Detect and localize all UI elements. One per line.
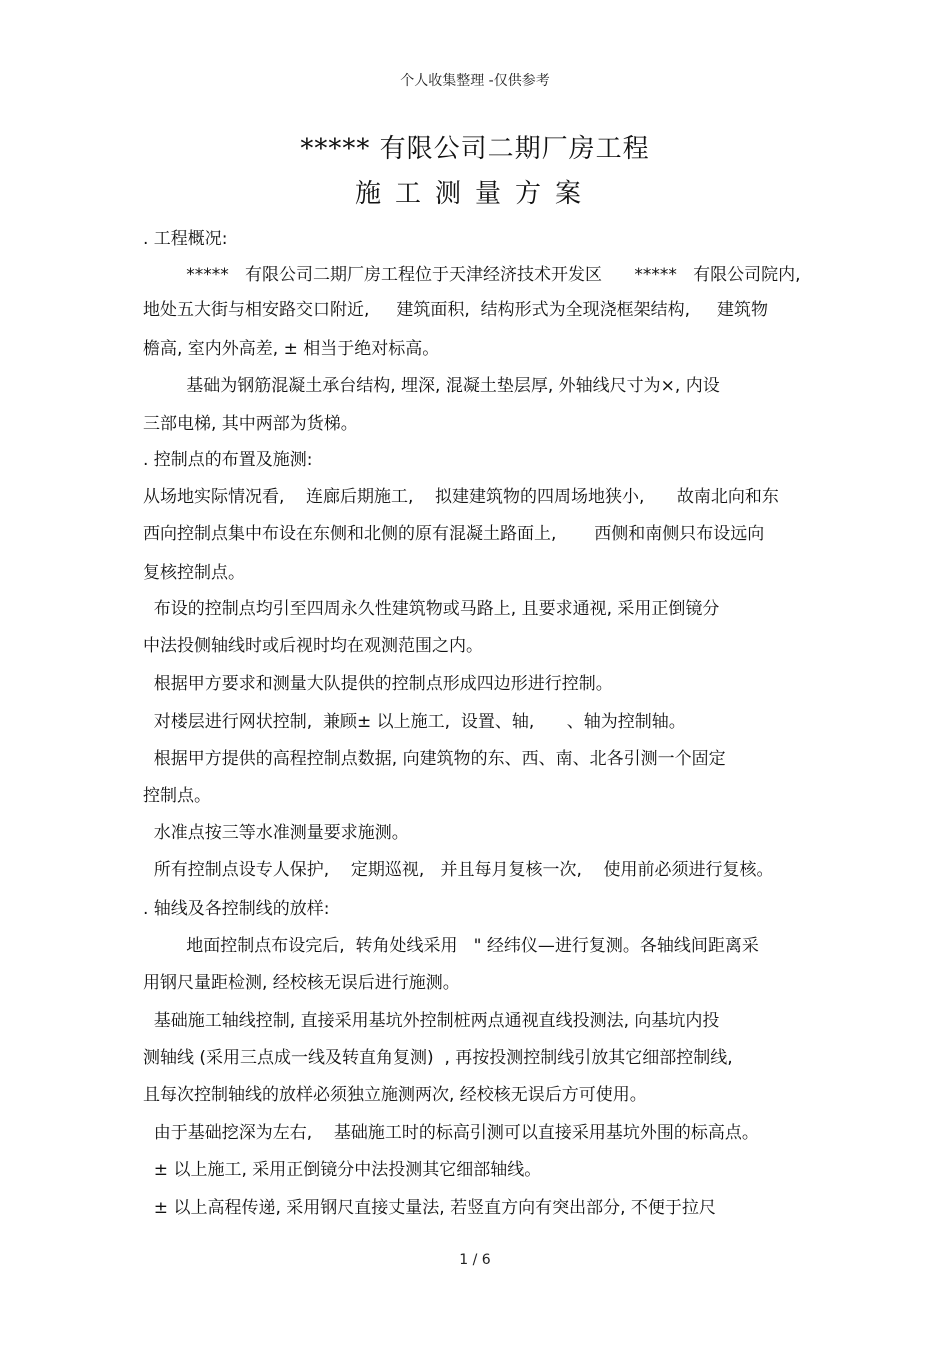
text-line: 从场地实际情况看, 连廊后期施工, 拟建建筑物的四周场地狭小, 故南北向和东	[143, 487, 779, 507]
text-line: 布设的控制点均引至四周永久性建筑物或马路上, 且要求通视, 采用正倒镜分	[143, 599, 720, 619]
text-line: 地处五大街与相安路交口附近, 建筑面积, 结构形式为全现浇框架结构, 建筑物	[143, 300, 769, 320]
text-line: ± 以上施工, 采用正倒镜分中法投测其它细部轴线。	[143, 1160, 542, 1180]
section-heading: . 控制点的布置及施测:	[143, 450, 313, 470]
page-header: 个人收集整理 -仅供参考	[400, 73, 550, 89]
text-line: 所有控制点设专人保护, 定期巡视, 并且每月复核一次, 使用前必须进行复核。	[143, 860, 774, 880]
text-line: 根据甲方提供的高程控制点数据, 向建筑物的东、西、南、北各引测一个固定	[143, 749, 726, 769]
text-line: 根据甲方要求和测量大队提供的控制点形成四边形进行控制。	[143, 674, 613, 694]
text-line: 对楼层进行网状控制, 兼顾± 以上施工, 设置、轴, 、轴为控制轴。	[143, 712, 686, 732]
document-title: ***** 有限公司二期厂房工程	[300, 134, 650, 164]
text-line: 中法投侧轴线时或后视时均在观测范围之内。	[143, 636, 483, 656]
text-line: 地面控制点布设完后, 转角处线采用 " 经纬仪—进行复测。各轴线间距离采	[143, 936, 759, 956]
page-number: 1 / 6	[459, 1252, 491, 1268]
text-line: 三部电梯, 其中两部为货梯。	[143, 414, 358, 434]
text-line: 且每次控制轴线的放样必须独立施测两次, 经校核无误后方可使用。	[143, 1085, 647, 1105]
text-line: 控制点。	[143, 786, 211, 806]
text-line: ± 以上高程传递, 采用钢尺直接丈量法, 若竖直方向有突出部分, 不便于拉尺	[143, 1198, 716, 1218]
text-line: 用钢尺量距检测, 经校核无误后进行施测。	[143, 973, 460, 993]
text-line: 基础为钢筋混凝土承台结构, 埋深, 混凝土垫层厚, 外轴线尺寸为×, 内设	[143, 376, 720, 396]
document-subtitle: 施工测量方案	[354, 179, 595, 209]
text-line: 测轴线 (采用三点成一线及转直角复测) , 再按投测控制线引放其它细部控制线,	[143, 1048, 733, 1068]
text-line: 复核控制点。	[143, 563, 245, 583]
text-line: 基础施工轴线控制, 直接采用基坑外控制桩两点通视直线投测法, 向基坑内投	[143, 1011, 720, 1031]
text-line: 由于基础挖深为左右, 基础施工时的标高引测可以直接采用基坑外围的标高点。	[143, 1123, 759, 1143]
text-line: ***** 有限公司二期厂房工程位于天津经济技术开发区 ***** 有限公司院内,	[143, 265, 801, 285]
text-line: 水准点按三等水准测量要求施测。	[143, 823, 409, 843]
text-line: . 工程概况:	[143, 229, 228, 249]
text-line: 西向控制点集中布设在东侧和北侧的原有混凝土路面上, 西侧和南侧只布设远向	[143, 524, 765, 544]
text-line: 檐高, 室内外高差, ± 相当于绝对标高。	[143, 339, 440, 359]
section-heading: . 轴线及各控制线的放样:	[143, 899, 330, 919]
